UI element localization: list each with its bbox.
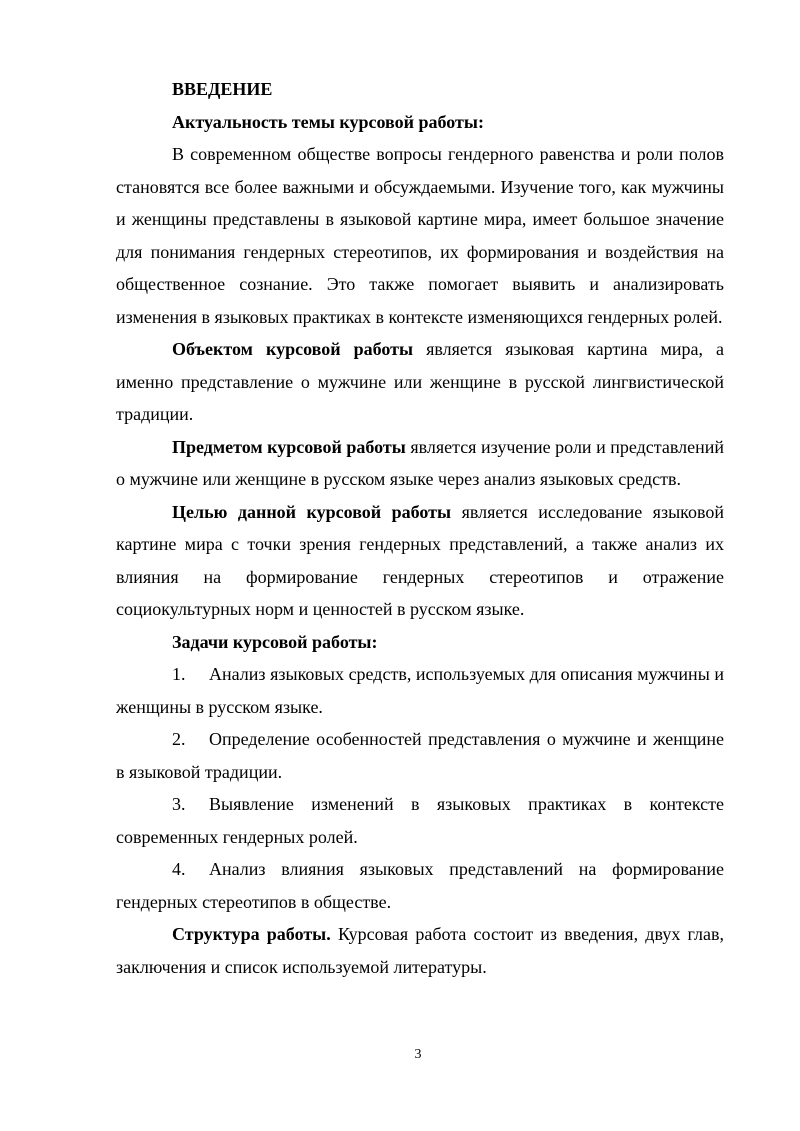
structure-paragraph: [116, 918, 724, 983]
intro-title: ВВЕДЕНИЕ: [172, 79, 273, 99]
task-text: Определение особенностей представления о мужчине и женщине в языковой традиции.: [116, 729, 724, 782]
subject-lead: Предметом курсовой работы: [172, 436, 406, 457]
relevance-paragraph: В современном обществе вопросы гендерного равенства и роли полов становятся все более важными и обсуждаемыми. Изучение того, как мужчины и женщины представлены в языковой картине мира, имеет большое значение для понимания гендерных стереотипов, их формирования и воздействия на общественное сознание. Это также помогает выявить и анализировать изменения в языковых практиках в контексте изменяющихся гендерных ролей.: [116, 144, 724, 327]
object-lead: Объектом курсовой работы: [172, 339, 414, 359]
tasks-heading: Задачи курсовой работы:: [172, 631, 378, 652]
goal-text: является исследование языковой картине мира с точки зрения гендерных представлений, а также анализ их влияния на формирование гендерных стереотипов и отражение социокультурных норм и ценностей в русском языке.: [116, 501, 725, 619]
object-paragraph: [116, 333, 724, 431]
task-number: 1.: [172, 664, 186, 684]
goal-paragraph: [116, 496, 724, 626]
task-item: [116, 853, 724, 918]
page-number: 3: [414, 1047, 422, 1062]
task-item: [116, 788, 724, 853]
task-number: 4.: [172, 859, 186, 879]
task-number: 3.: [172, 794, 186, 814]
subject-text: является изучение роли и представлений о мужчине или женщине в русском языке через анализ языковых средств.: [116, 436, 724, 489]
structure-lead: Структура работы.: [172, 924, 331, 944]
task-text: Выявление изменений в языковых практиках в контексте современных гендерных ролей.: [116, 794, 724, 847]
task-item: [116, 723, 724, 788]
structure-text: Курсовая работа состоит из введения, двух глав, заключения и список используемой литературы.: [116, 924, 724, 977]
task-text: Анализ влияния языковых представлений на формирование гендерных стереотипов в обществе.: [116, 859, 724, 912]
object-text: является языковая картина мира, а именно представление о мужчине или женщине в русской лингвистической традиции.: [116, 339, 724, 424]
task-text: Анализ языковых средств, используемых для описания мужчины и женщины в русском языке.: [116, 664, 724, 717]
subject-paragraph: [116, 431, 724, 496]
task-item: [116, 658, 724, 723]
task-number: 2.: [172, 729, 186, 749]
page-content: [116, 73, 724, 983]
goal-lead: Целью данной курсовой работы: [172, 501, 452, 522]
relevance-heading: Актуальность темы курсовой работы:: [172, 111, 484, 132]
